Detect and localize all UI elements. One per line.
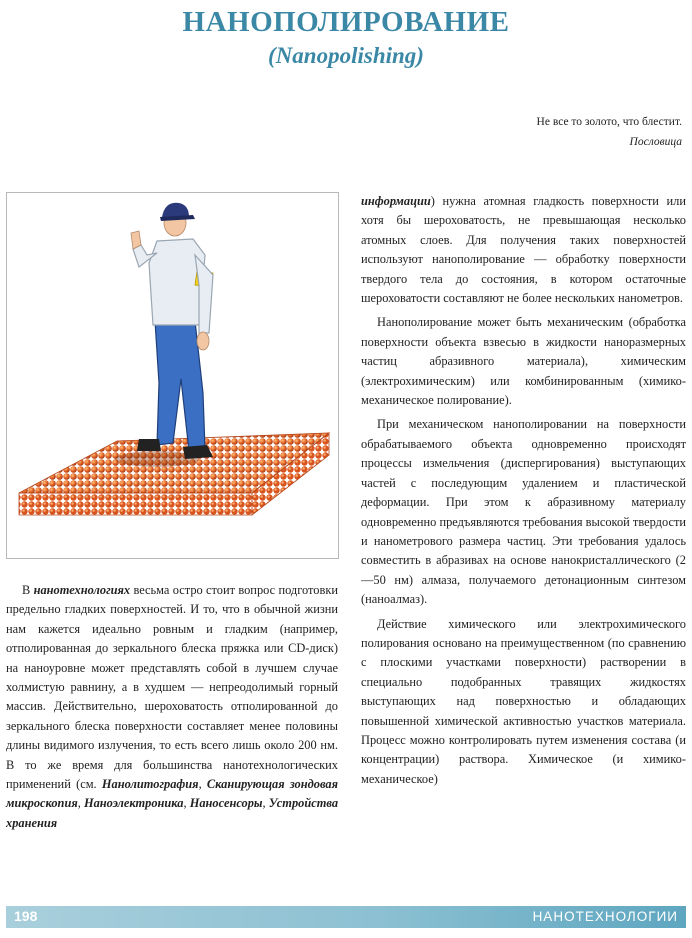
epigraph-text: Не все то золото, что блестит.	[536, 116, 682, 128]
cap	[162, 203, 189, 217]
illustration-frame	[6, 192, 339, 559]
atomic-slab-front	[19, 493, 252, 515]
paragraph-intro: В нанотехнологиях весьма остро стоит вопрос подготовки предельно гладких поверхностей. И то, что в обычной жизни нам кажется идеально ровным и гладким (например, отполированная до зеркального блеска пряжка или CD-диск) на наноуровне может представлять собой в лучшем случае холмистую равнину, а в худшем — непреодолимый горный массив. Действительно, шероховатость отполированной до зеркального блеска поверхности составляет менее половины длины видимого излучения, то есть всего лишь около 200 нм. В то же время для большинства нанотехнологических применений (см. Нанолитография, Сканирующая зондовая микроскопия, Наноэлектроника, Наносенсоры, Устройства хранения	[6, 583, 339, 830]
paragraph-types: Нанополирование может быть механическим (обработка поверхности объекта взвесью в жидкости наноразмерных частиц абразивного материала), химическим (электрохимическим) или комбинированным (химико-механическое полирование).	[361, 315, 686, 408]
right-text-column	[361, 192, 686, 789]
paragraph-continuation: информации) нужна атомная гладкость поверхности или хотя бы шероховатость, не превышающая несколько атомных слоев. Для получения таких поверхностей используют нанополирование — обработку поверхности твердого тела до состояния, в котором остаточные шероховатости составляют не более нескольких нанометров.	[361, 194, 686, 306]
epigraph	[537, 112, 682, 152]
left-text-column	[6, 576, 338, 833]
link-nanosensors[interactable]: Наносенсоры	[189, 796, 263, 811]
footer-band	[6, 906, 686, 928]
link-nanoelectronics[interactable]: Наноэлектроника	[83, 796, 184, 811]
link-scanning-probe-microscopy[interactable]: Сканирующая зондовая микроскопия	[6, 777, 338, 811]
page-subtitle: (Nanopolishing)	[268, 43, 424, 68]
link-information[interactable]: информации	[361, 194, 431, 208]
man-standing-on-atomic-surface-illustration	[7, 193, 338, 558]
link-storage-devices[interactable]: Устройства хранения	[6, 796, 339, 830]
page-number: 198	[14, 908, 38, 924]
term-nanotechnology: нанотехнологиях	[33, 583, 131, 597]
page-title: НАНОПОЛИРОВАНИЕ	[182, 6, 510, 38]
paragraph-mechanical: При механическом нанополировании на поверхности обрабатываемого объекта одновременно происходят процессы измельчения (диспергирования) выступающих частей с последующим удалением и пластической деформации. При этом к абразивному материалу одновременно предъявляются требования высокой твердости и нанометрового размера частиц. Эти требования удалось совместить в абразивах на основе нанокристаллического (2—50 нм) алмаза, получаемого детонационным синтезом (наноалмаз).	[361, 417, 686, 607]
epigraph-source: Пословица	[629, 136, 682, 148]
link-nanolithography[interactable]: Нанолитография	[101, 777, 199, 792]
paragraph-chemical: Действие химического или электрохимического полирования основано на преимущественном (по сравнению с плоскими участками поверхности) растворении в специально подобранных травящих жидкостях выступающих над поверхностью и обладающих повышенной химической активностью участков материала. Процесс можно контролировать путем изменения состава (и концентрации) раствора. Химическое (и химико-механическое)	[361, 616, 686, 786]
running-head: НАНОТЕХНОЛОГИИ	[532, 909, 678, 924]
left-shoe	[137, 439, 161, 451]
